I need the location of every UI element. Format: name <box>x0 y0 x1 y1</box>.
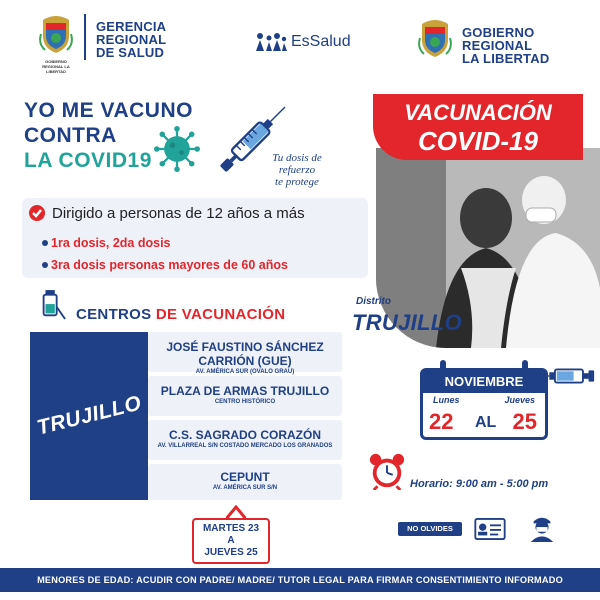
gobierno-crest <box>418 18 452 63</box>
date-calendar <box>420 368 548 440</box>
bullet-icon <box>42 262 48 268</box>
center-name: JOSÉ FAUSTINO SÁNCHEZ CARRIÓN (GUE) <box>166 340 324 368</box>
gobierno-title <box>462 26 549 65</box>
centers-list <box>148 332 342 500</box>
headline-line-1: YO ME VACUNO <box>24 99 193 122</box>
calendar-num-end: 25 <box>512 409 537 434</box>
city-block <box>30 332 148 500</box>
crest-icon <box>418 18 452 58</box>
virus-icon <box>154 126 200 172</box>
city-label: TRUJILLO <box>34 391 144 440</box>
extra-date-connector: A <box>227 535 235 546</box>
booster-line-2: te protege <box>275 176 319 188</box>
banner-line-1: VACUNACIÓN <box>404 100 552 125</box>
banner-line-2: COVID-19 <box>418 126 538 156</box>
extra-date-start: MARTES 23 <box>202 523 260 534</box>
district-label: Distrito <box>356 296 391 307</box>
essalud-family-icon <box>255 32 289 52</box>
essalud-label: EsSalud <box>291 33 351 50</box>
id-card-icon <box>474 518 506 540</box>
headline-line-2: CONTRA <box>24 124 117 147</box>
gobierno-line-2: REGIONAL <box>462 38 533 53</box>
footer-bar <box>0 568 600 592</box>
centers-title-a: CENTROS <box>76 306 152 323</box>
bullet-icon <box>42 240 48 246</box>
calendar-day-end: Jueves <box>504 395 535 405</box>
dose-1-text: 1ra dosis, 2da dosis <box>51 236 171 250</box>
gerencia-line-2: REGIONAL <box>96 32 167 47</box>
center-name: CEPUNT <box>220 470 270 484</box>
footer-text: MENORES DE EDAD: ACUDIR CON PADRE/ MADRE/ TUTOR LEGAL PARA FIRMAR CONSENTIMIENTO INFORMADO <box>37 575 563 585</box>
booster-line-1: Tu dosis de refuerzo <box>272 152 322 176</box>
extra-dates-box <box>192 518 270 564</box>
center-card <box>148 376 342 416</box>
center-address: AV. VILLARREAL S/N COSTADO MERCADO LOS GRANADOS <box>157 443 333 449</box>
vaccine-vial-icon <box>38 288 66 322</box>
calendar-num-start: 22 <box>429 409 454 434</box>
gerencia-logo-caption: GOBIERNO REGIONAL LA LIBERTAD <box>42 59 70 74</box>
centers-title-b: DE VACUNACIÓN <box>155 306 286 323</box>
calendar-al: AL <box>475 414 497 431</box>
center-card <box>148 332 342 375</box>
dose-3-row <box>42 256 288 274</box>
booster-text <box>255 152 339 188</box>
extra-date-end: JUEVES 25 <box>204 547 258 558</box>
header-divider <box>84 14 86 60</box>
center-address: CENTRO HISTÓRICO <box>214 399 276 405</box>
gobierno-line-1: GOBIERNO <box>462 25 535 40</box>
center-card <box>148 420 342 460</box>
centers-title <box>76 306 285 323</box>
schedule-text: Horario: 9:00 am - 5:00 pm <box>410 478 549 490</box>
syringe-icon <box>540 366 596 386</box>
target-main-row <box>28 204 305 222</box>
calendar-ring <box>522 360 528 374</box>
center-address: AV. AMÉRICA SUR S/N <box>212 485 278 491</box>
district-name: TRUJILLO <box>352 310 462 335</box>
calendar-month: NOVIEMBRE <box>423 371 545 393</box>
target-box <box>22 198 368 278</box>
center-name: C.S. SAGRADO CORAZÓN <box>168 428 321 442</box>
center-card <box>148 464 342 500</box>
gerencia-title <box>96 20 166 59</box>
headline-line-3: LA COVID19 <box>24 149 152 172</box>
calendar-day-start: Lunes <box>433 395 460 405</box>
dose-3-text: 3ra dosis personas mayores de 60 años <box>51 258 288 272</box>
gerencia-line-1: GERENCIA <box>96 19 167 34</box>
check-icon <box>28 204 46 222</box>
center-name: PLAZA DE ARMAS TRUJILLO <box>160 384 330 398</box>
target-main-text: Dirigido a personas de 12 años a más <box>52 204 305 222</box>
mask-person-icon <box>528 514 556 542</box>
essalud-logo <box>255 32 351 52</box>
gobierno-line-3: LA LIBERTAD <box>462 51 550 66</box>
calendar-ring <box>440 360 446 374</box>
center-address: AV. AMÉRICA SUR (OVALO GRAU) <box>195 369 295 375</box>
gerencia-line-3: DE SALUD <box>96 45 165 60</box>
arrow-up-icon <box>226 505 246 519</box>
reminder-label: NO OLVIDES <box>398 522 462 536</box>
vacunacion-banner <box>373 94 583 160</box>
crest-icon <box>39 14 73 54</box>
gerencia-logo <box>36 14 76 74</box>
dose-1-row <box>42 234 171 252</box>
alarm-clock-icon <box>368 452 406 490</box>
